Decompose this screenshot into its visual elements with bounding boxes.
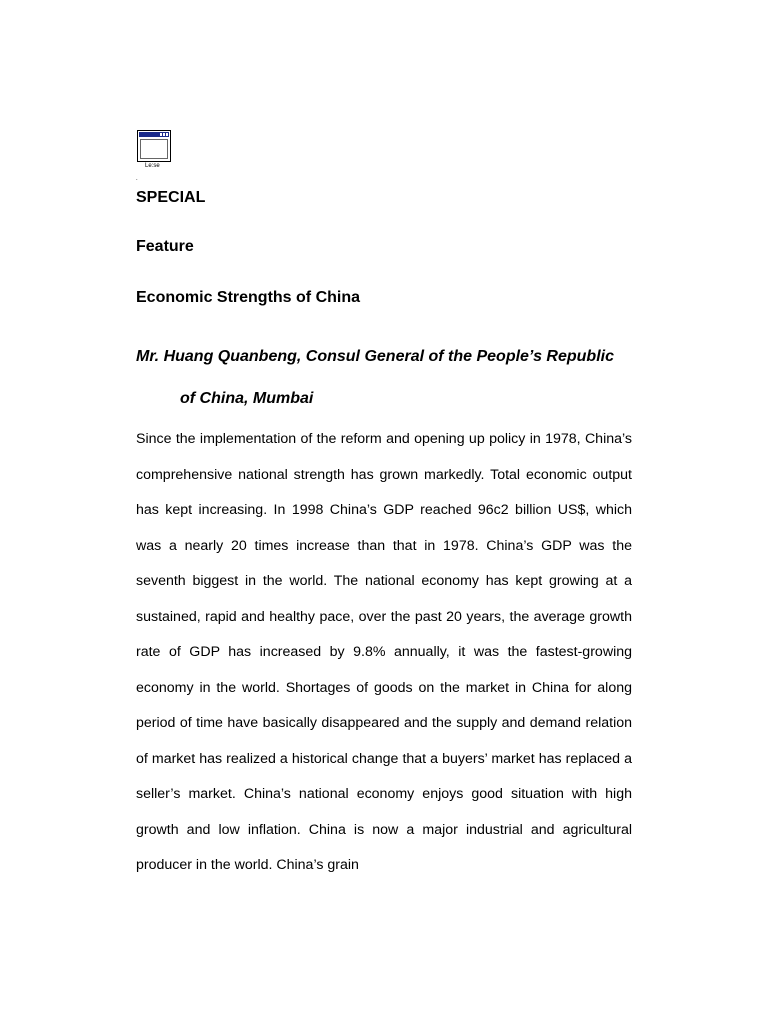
- author-line-1: Mr. Huang Quanbeng, Consul General of the People’s Republic: [136, 348, 614, 365]
- article-title: Economic Strengths of China: [136, 289, 361, 306]
- author-byline: [136, 336, 636, 420]
- window-icon-buttons: [160, 133, 168, 136]
- body-paragraph: Since the implementation of the reform and opening up policy in 1978, China’s comprehensive national strength has grown markedly. Total economic output has kept increasing. In 1998 China’s GDP reached 96c2 billion US$, which was a nearly 20 times increase than that in 1978. China’s GDP was the seventh biggest in the world. The national economy has kept growing at a sustained, rapid and healthy pace, over the past 20 years, the average growth rate of GDP has increased by 9.8% annually, it was the fastest-growing economy in the world. Shortages of goods on the market in China for along period of time have basically disappeared and the supply and demand relation of market has realized a historical change that a buyers’ market has replaced a seller’s market. China’s national economy enjoys good situation with high growth and low inflation. China is now a major industrial and agricultural producer in the world. China’s grain: [136, 431, 632, 873]
- heading-feature: Feature: [136, 238, 194, 255]
- window-icon-label: Le:se: [145, 163, 160, 169]
- icon-dot: .: [136, 176, 138, 182]
- heading-special: SPECIAL: [136, 189, 206, 206]
- window-icon-content: [140, 139, 168, 159]
- author-line-2: of China, Mumbai: [180, 390, 314, 407]
- window-icon[interactable]: [137, 130, 171, 162]
- window-icon-titlebar: [139, 132, 169, 137]
